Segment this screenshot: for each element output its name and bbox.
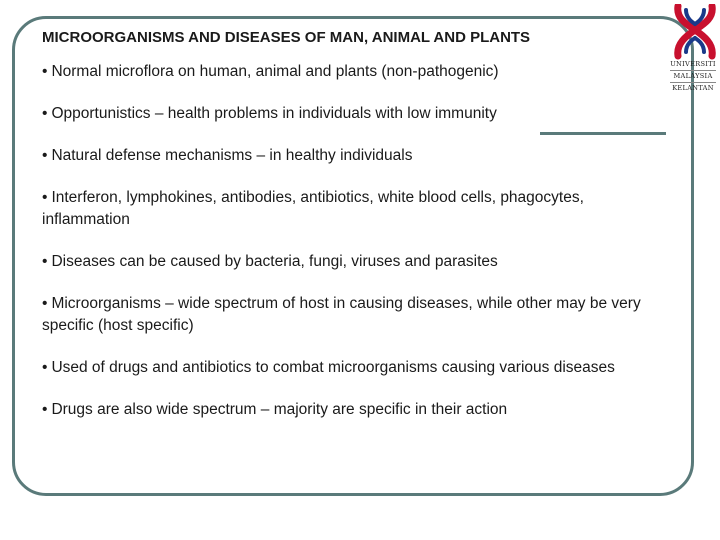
bullet-item xyxy=(42,145,662,167)
bullet-symbol: • xyxy=(42,401,48,418)
bullet-symbol: • xyxy=(42,295,48,312)
bullet-text: Normal microflora on human, animal and plants (non-pathogenic) xyxy=(51,63,499,80)
bullet-symbol: • xyxy=(42,63,48,80)
logo-text-line1: UNIVERSITI xyxy=(670,60,716,68)
bullet-symbol: • xyxy=(42,105,48,122)
bullet-item xyxy=(42,357,662,379)
bullet-symbol: • xyxy=(42,253,48,270)
bullet-text: Interferon, lymphokines, antibodies, antibiotics, white blood cells, phagocytes, inflammation xyxy=(42,189,584,228)
logo-divider xyxy=(670,82,716,83)
bullet-text: Drugs are also wide spectrum – majority are specific in their action xyxy=(51,401,508,418)
bullet-item xyxy=(42,293,662,337)
bullet-item xyxy=(42,187,662,231)
bullet-symbol: • xyxy=(42,147,48,164)
bullet-text: Used of drugs and antibiotics to combat microorganisms causing various diseases xyxy=(51,359,615,376)
bullet-text: Opportunistics – health problems in individuals with low immunity xyxy=(51,105,497,122)
bullet-text: Microorganisms – wide spectrum of host in causing diseases, while other may be very specific (host specific) xyxy=(42,295,641,334)
logo-text-line2: MALAYSIA xyxy=(673,72,713,80)
bullet-text: Diseases can be caused by bacteria, fungi, viruses and parasites xyxy=(51,253,498,270)
bullet-item xyxy=(42,103,662,125)
bullet-text: Natural defense mechanisms – in healthy individuals xyxy=(51,147,413,164)
bullet-item xyxy=(42,399,662,421)
bullet-symbol: • xyxy=(42,359,48,376)
bullet-symbol: • xyxy=(42,189,48,206)
slide-title: MICROORGANISMS AND DISEASES OF MAN, ANIMAL AND PLANTS xyxy=(42,29,531,46)
logo-divider xyxy=(670,70,716,71)
logo-emblem-shape xyxy=(678,6,713,56)
bullet-item xyxy=(42,251,662,273)
bullet-item xyxy=(42,61,662,83)
slide-content xyxy=(42,28,662,441)
logo-text-line3: KELANTAN xyxy=(672,84,714,92)
